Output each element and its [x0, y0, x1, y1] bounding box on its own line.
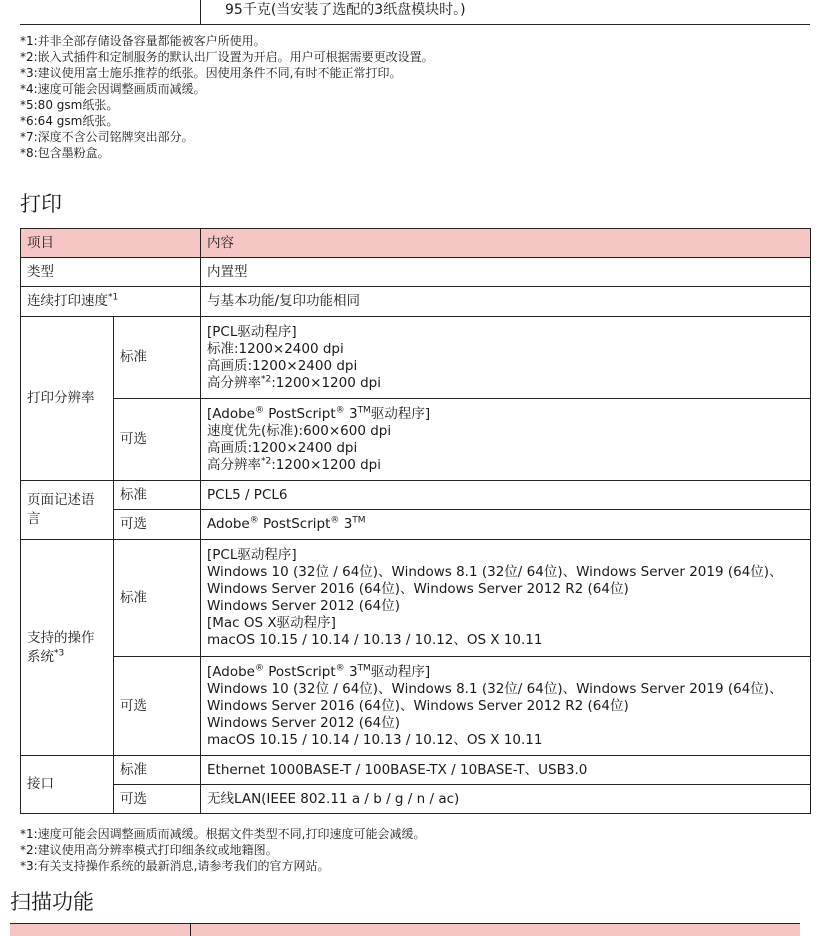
print-spec-table	[20, 228, 811, 814]
type-label: 类型	[21, 258, 201, 287]
footnote: *1:并非全部存储设备容量都能被客户所使用。	[20, 34, 266, 48]
pdl-standard-label: 标准	[114, 481, 201, 510]
spec-footnotes	[20, 33, 434, 161]
interface-optional-label: 可选	[114, 785, 201, 814]
footnote: *8:包含墨粉盒。	[20, 146, 110, 160]
resolution-optional-label: 可选	[114, 399, 201, 481]
os-standard-label: 标准	[114, 540, 201, 657]
interface-optional-value: 无线LAN(IEEE 802.11 a / b / g / n / ac)	[201, 785, 811, 814]
footnote: *1:速度可能会因调整画质而减缓。根据文件类型不同,打印速度可能会减缓。	[20, 827, 426, 841]
resolution-label: 打印分辨率	[21, 317, 114, 481]
table-row	[21, 756, 811, 785]
table-row	[21, 785, 811, 814]
scan-table-header-fragment	[10, 923, 800, 936]
table-row	[21, 481, 811, 510]
column-divider	[190, 924, 191, 936]
pdl-optional-value: Adobe® PostScript® 3™	[201, 510, 811, 540]
interface-standard-value: Ethernet 1000BASE-T / 100BASE-TX / 10BASE-T、USB3.0	[201, 756, 811, 785]
table-row	[21, 317, 811, 399]
footnote: *4:速度可能会因调整画质而减缓。	[20, 82, 206, 96]
table-row	[21, 510, 811, 540]
pdl-label: 页面记述语言	[21, 481, 114, 540]
table-row	[21, 258, 811, 287]
footnote: *2:嵌入式插件和定制服务的默认出厂设置为开启。用户可根据需要更改设置。	[20, 50, 434, 64]
header-content: 内容	[201, 229, 811, 258]
print-section-title: 打印	[20, 192, 62, 216]
weight-value: 95千克(当安装了选配的3纸盘模块时。)	[225, 2, 466, 18]
table-row	[21, 287, 811, 317]
pdl-standard-value: PCL5 / PCL6	[201, 481, 811, 510]
interface-label: 接口	[21, 756, 114, 814]
print-footnotes	[20, 826, 426, 874]
os-label: 支持的操作系统$^{*3}$	[21, 540, 114, 756]
speed-value: 与基本功能/复印功能相同	[201, 287, 811, 317]
table-header-row	[21, 229, 811, 258]
resolution-optional-value: [Adobe® PostScript® 3™驱动程序] 速度优先(标准):600×600 dpi 高画质:1200×2400 dpi 高分辨率$^{*2}$:1200×1200 dpi	[201, 399, 811, 481]
table-row	[21, 399, 811, 481]
footnote: *2:建议使用高分辨率模式打印细条纹或地籍图。	[20, 843, 278, 857]
footnote: *7:深度不含公司铭牌突出部分。	[20, 130, 194, 144]
speed-label: 连续打印速度$^{*1}$	[21, 287, 201, 317]
os-optional-value: [Adobe® PostScript® 3™驱动程序] Windows 10 (32位 / 64位)、Windows 8.1 (32位/ 64位)、Windows Server 2019 (64位)、 Windows Server 2016 (64位)、Windows Server 2012 R2 (64位) Windows Server 2012 (64位) macOS 10.15 / 10.14 / 10.13 / 10.12、OS X 10.11	[201, 657, 811, 756]
resolution-standard-label: 标准	[114, 317, 201, 399]
type-value: 内置型	[201, 258, 811, 287]
os-standard-value: [PCL驱动程序] Windows 10 (32位 / 64位)、Windows 8.1 (32位/ 64位)、Windows Server 2019 (64位)、 Windows Server 2016 (64位)、Windows Server 2012 R2 (64位) Windows Server 2012 (64位) [Mac OS X驱动程序] macOS 10.15 / 10.14 / 10.13 / 10.12、OS X 10.11	[201, 540, 811, 657]
column-divider	[200, 0, 201, 24]
footnote: *3:建议使用富士施乐推荐的纸张。因使用条件不同,有时不能正常打印。	[20, 66, 402, 80]
footnote: *5:80 gsm纸张。	[20, 98, 119, 112]
table-row	[21, 657, 811, 756]
scan-section-title: 扫描功能	[10, 890, 94, 914]
weight-table-fragment	[20, 0, 810, 25]
os-optional-label: 可选	[114, 657, 201, 756]
resolution-standard-value: [PCL驱动程序] 标准:1200×2400 dpi 高画质:1200×2400 dpi 高分辨率$^{*2}$:1200×1200 dpi	[201, 317, 811, 399]
footnote: *3:有关支持操作系统的最新消息,请参考我们的官方网站。	[20, 859, 330, 873]
pdl-optional-label: 可选	[114, 510, 201, 540]
table-row	[21, 540, 811, 657]
footnote: *6:64 gsm纸张。	[20, 114, 119, 128]
interface-standard-label: 标准	[114, 756, 201, 785]
header-item: 项目	[21, 229, 201, 258]
